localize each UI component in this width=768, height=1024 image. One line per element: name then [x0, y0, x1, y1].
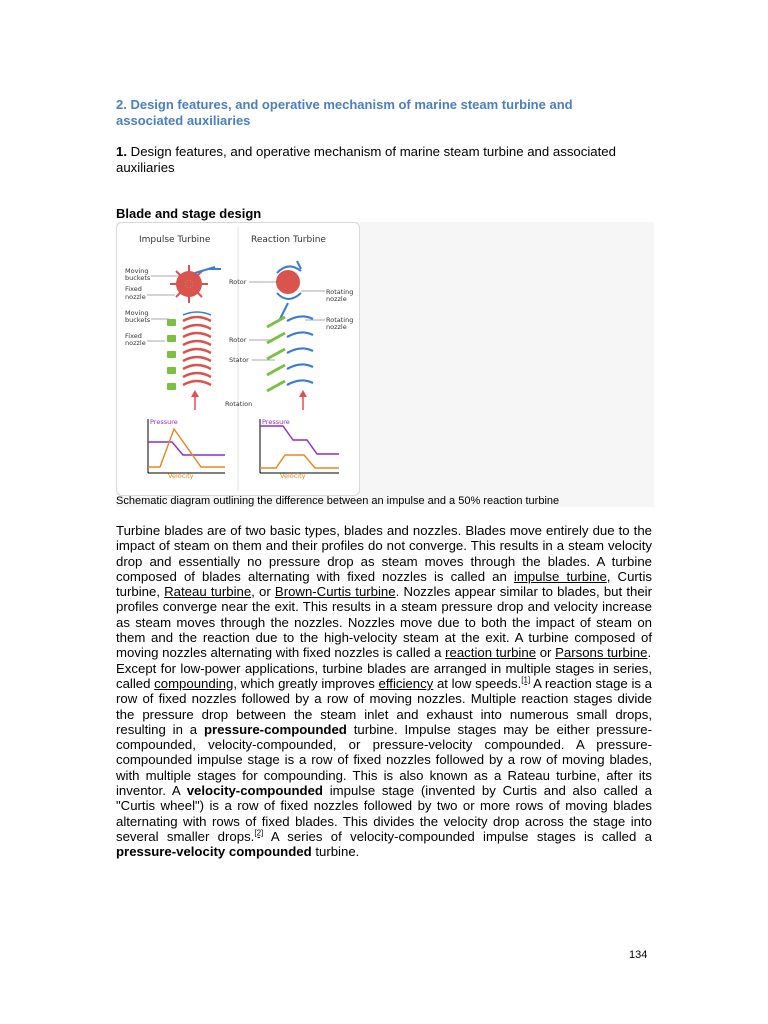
label-fixed-nozzle-1b: nozzle [125, 293, 146, 301]
p2-text-3: at low speeds. [433, 675, 522, 691]
reaction-title: Reaction Turbine [251, 235, 326, 245]
reaction-pressure-line [260, 426, 339, 454]
link-brown-curtis-turbine[interactable]: Brown-Curtis turbine [274, 584, 396, 600]
label-rotating-nozzle-1a: Rotating [326, 288, 354, 296]
link-compounding[interactable]: compounding [154, 675, 234, 691]
p1-text-5: or [536, 645, 556, 661]
link-reaction-turbine[interactable]: reaction turbine [445, 645, 537, 661]
label-moving-buckets-2a: Moving [125, 309, 149, 317]
label-rotating-nozzle-2a: Rotating [326, 316, 354, 324]
link-efficiency[interactable]: efficiency [378, 675, 434, 691]
label-fixed-nozzle-1a: Fixed [125, 285, 142, 293]
p2-text-7: A series of velocity-compounded impulse stages is called a [263, 828, 653, 844]
label-moving-buckets-1b: buckets [125, 274, 151, 282]
p1-text-1: Turbine blades are of two basic types, blades and nozzles. Blades move entirely due to the impact of steam on them and their profiles do not converge. This results in a steam velocity drop and essentially no pressure drop as steam moves through the blades. A turbine composed of blades alternating with fixed nozzles is called an [116, 523, 652, 584]
subheading-number: 1. [116, 144, 127, 159]
label-fixed-nozzle-2b: nozzle [125, 339, 146, 347]
impulse-velocity-label: Velocity [168, 472, 194, 480]
label-rotating-nozzle-2b: nozzle [326, 323, 347, 331]
reaction-velocity-line [260, 455, 339, 468]
impulse-wheel [170, 265, 221, 303]
label-fixed-nozzle-2a: Fixed [125, 332, 142, 340]
p1-text-2: , Curtis turbine, [116, 568, 652, 600]
impulse-pressure-label: Pressure [150, 418, 178, 426]
p2-text-4: A reaction stage is a row of fixed nozzles followed by a row of moving nozzles. Multiple reaction stages divide the pressure drop between the steam inlet and exhaust into numerous small drops, resulting in a [116, 675, 652, 737]
reaction-blade-stack [267, 316, 313, 410]
subheading [116, 144, 636, 176]
p2-text-1: Except for low-power applications, turbine blades are arranged in multiple stages in series, called [116, 660, 652, 691]
impulse-graph [148, 418, 225, 480]
impulse-velocity-line [148, 429, 225, 467]
body-text [116, 523, 652, 860]
label-rotation: Rotation [225, 400, 253, 408]
reaction-graph [260, 418, 339, 480]
bold-velocity-compounded: velocity-compounded [186, 783, 323, 799]
turbine-diagram [116, 222, 360, 496]
link-rateau-turbine[interactable]: Rateau turbine [164, 584, 252, 600]
label-stator: Stator [229, 356, 249, 364]
bold-pressure-velocity-compounded: pressure-velocity compounded [116, 844, 312, 860]
label-rotor-mid: Rotor [229, 336, 247, 344]
reference-1-link[interactable]: [1] [521, 675, 531, 685]
p2-text-6: impulse stage (invented by Curtis and also called a "Curtis wheel") is a row of fixed nozzles followed by two or more rows of moving blades alternating with rows of fixed blades. This divides the velocity drop across the stage into several smaller drops. [116, 783, 652, 844]
p1-text-4: . Nozzles appear similar to blades, but their profiles converge near the exit. This results in a steam pressure drop and velocity increase as steam moves through the nozzles. Nozzles move due to both the impact of steam on them and the reaction due to the high-velocity steam at the exit. A turbine composed of moving nozzles alternating with fixed nozzles is called a [116, 584, 652, 661]
reaction-wheel [276, 261, 301, 319]
reaction-velocity-label: Velocity [280, 472, 306, 480]
paragraph-2 [116, 661, 652, 860]
link-impulse-turbine[interactable]: impulse turbine [513, 568, 607, 584]
paragraph-1 [116, 523, 652, 661]
label-rotor-top: Rotor [229, 278, 247, 286]
label-moving-buckets-2b: buckets [125, 316, 151, 324]
bold-pressure-compounded: pressure-compounded [203, 721, 347, 737]
subheading-text: Design features, and operative mechanism of marine steam turbine and associated auxiliaries [116, 144, 616, 175]
reference-2-link[interactable]: [2] [254, 828, 264, 838]
impulse-title: Impulse Turbine [139, 235, 211, 245]
label-moving-buckets-1a: Moving [125, 267, 149, 275]
p1-text-3: , or [251, 584, 275, 600]
link-parsons-turbine[interactable]: Parsons turbine [555, 645, 648, 661]
label-rotating-nozzle-1b: nozzle [326, 295, 347, 303]
section-heading: 2. Design features, and operative mechanism of marine steam turbine and associated auxiliaries [116, 97, 573, 128]
impulse-blade-stack [167, 312, 211, 410]
p2-text-8: turbine. [311, 844, 360, 860]
p1-text-6: . [647, 645, 652, 661]
turbine-diagram-svg [117, 223, 359, 495]
reaction-pressure-label: Pressure [262, 418, 290, 426]
impulse-pressure-line [148, 442, 225, 455]
figure-caption: Schematic diagram outlining the difference between an impulse and a 50% reaction turbine [116, 495, 560, 507]
p2-text-5: turbine. Impulse stages may be either pressure-compounded, velocity-compounded, or pressure-velocity compounded. A pressure-compounded impulse stage is a row of fixed nozzles followed by a row of moving blades, with multiple stages for compounding. This is also known as a Rateau turbine, after its inventor. A [116, 721, 653, 799]
p2-text-2: , which greatly improves [233, 675, 379, 691]
page-number: 134 [629, 949, 648, 961]
blade-stage-title: Blade and stage design [116, 206, 262, 221]
